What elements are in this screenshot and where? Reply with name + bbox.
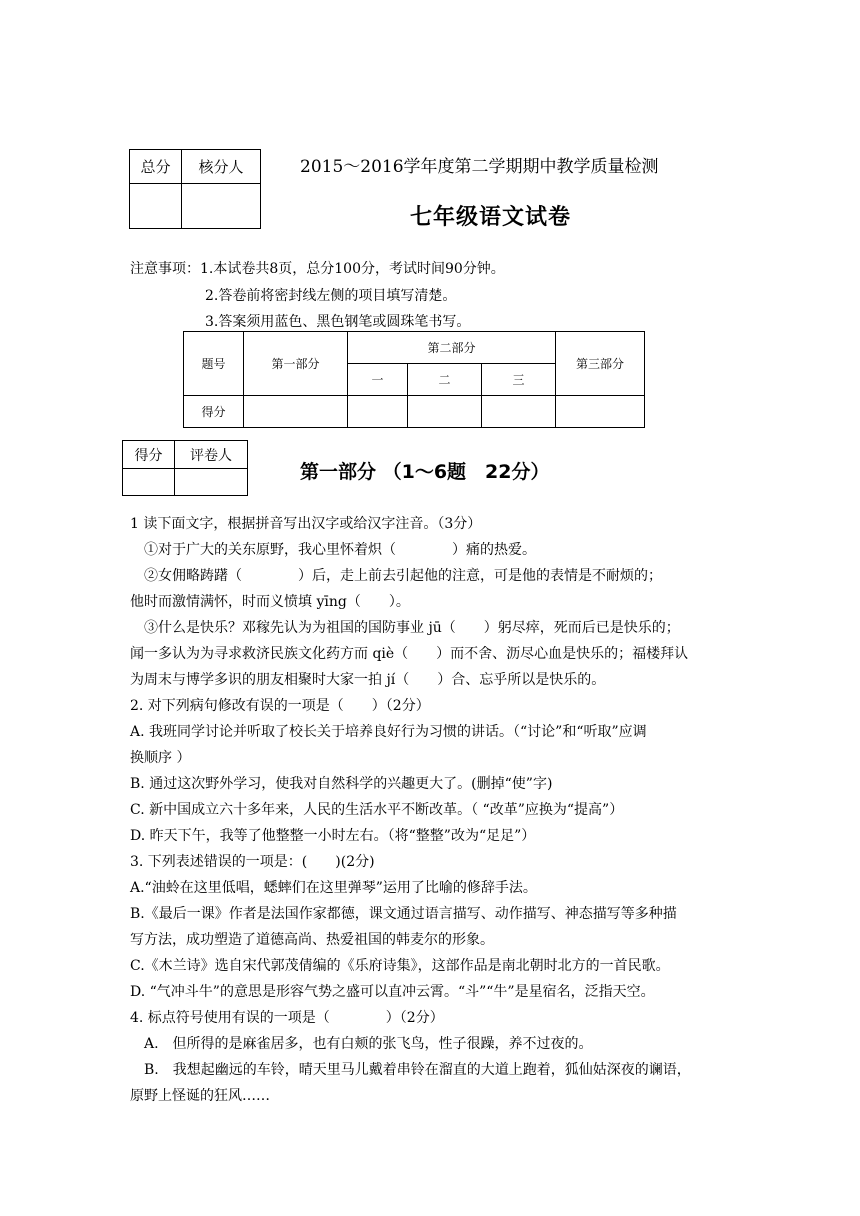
- score-cell-part2-2[interactable]: [408, 396, 482, 428]
- part2-header: 第二部分: [348, 332, 556, 364]
- question-line: 4. 标点符号使用有误的一项是（ ）（2分）: [130, 1010, 444, 1026]
- exam-subtitle: 七年级语文试卷: [410, 204, 572, 230]
- score-row-label: 得分: [184, 396, 244, 428]
- question-line: 原野上怪诞的狂风……: [130, 1088, 270, 1104]
- question-line: 为周末与博学多识的朋友相聚时大家一拍 jí（ ）合、忘乎所以是快乐的。: [130, 672, 606, 688]
- question-line: 2. 对下列病句修改有误的一项是（ ）（2分）: [130, 698, 430, 714]
- question-line: A.“油蛉在这里低唱，蟋蟀们在这里弹琴”运用了比喻的修辞手法。: [130, 880, 537, 896]
- notice-item-1: 注意事项：1.本试卷共8页，总分100分，考试时间90分钟。: [130, 261, 505, 277]
- grader-name-cell[interactable]: [175, 469, 248, 496]
- total-score-box: [129, 149, 261, 229]
- question-line: 他时而激情满怀，时而义愤填 yīng（ ）。: [130, 594, 410, 610]
- question-line: B. 我想起幽远的车铃，晴天里马儿戴着串铃在溜直的大道上跑着，狐仙姑深夜的谰语，: [130, 1062, 691, 1078]
- part2-sub1-header: 一: [348, 364, 408, 396]
- grader-score-cell[interactable]: [123, 469, 175, 496]
- question-line: B.《最后一课》作者是法国作家都德，课文通过语言描写、动作描写、神态描写等多种描: [130, 906, 677, 922]
- question-line: 3. 下列表述错误的一项是：( )(2分): [130, 854, 375, 870]
- total-score-cell[interactable]: [130, 184, 182, 229]
- part2-sub2-header: 二: [408, 364, 482, 396]
- grader-box: [122, 440, 248, 496]
- question-line: A. 我班同学讨论并听取了校长关于培养良好行为习惯的讲话。（“讨论”和“听取”应调: [130, 724, 647, 740]
- question-line: C.《木兰诗》选自宋代郭茂倩编的《乐府诗集》，这部作品是南北朝时北方的一首民歌。: [130, 958, 670, 974]
- notice-item-3: 3.答案须用蓝色、黑色钢笔或圆珠笔书写。: [205, 314, 471, 330]
- score-cell-part1[interactable]: [244, 396, 348, 428]
- question-line: 闻一多认为为寻求救济民族文化药方而 qiè（ ）而不舍、沥尽心血是快乐的；福楼拜认: [130, 646, 689, 662]
- exam-title: 2015～2016学年度第二学期期中教学质量检测: [300, 157, 659, 177]
- question-line: 1 读下面文字，根据拼音写出汉字或给汉字注音。（3分）: [130, 516, 482, 532]
- checker-cell[interactable]: [182, 184, 261, 229]
- grader-label: 评卷人: [175, 441, 248, 469]
- score-cell-part3[interactable]: [556, 396, 645, 428]
- question-line: 写方法，成功塑造了道德高尚、热爱祖国的韩麦尔的形象。: [130, 932, 494, 948]
- question-line: ③什么是快乐？邓稼先认为为祖国的国防事业 jū（ ）躬尽瘁，死而后已是快乐的；: [130, 620, 680, 636]
- question-line: ②女佣略踌躇（ ）后，走上前去引起他的注意，可是他的表情是不耐烦的；: [130, 568, 662, 584]
- part3-header: 第三部分: [556, 332, 645, 396]
- question-line: C. 新中国成立六十多年来，人民的生活水平不断改革。（ “改革”应换为“提高”）: [130, 802, 624, 818]
- question-line: ①对于广大的关东原野，我心里怀着炽（ ）痛的热爱。: [130, 542, 536, 558]
- question-no-header: 题号: [184, 332, 244, 396]
- grader-score-label: 得分: [123, 441, 175, 469]
- question-line: A. 但所得的是麻雀居多，也有白颊的张飞鸟，性子很躁，养不过夜的。: [130, 1036, 593, 1052]
- score-cell-part2-1[interactable]: [348, 396, 408, 428]
- part1-heading: 第一部分 （1～6题 22分）: [300, 461, 550, 483]
- question-line: 换顺序 ）: [130, 750, 191, 766]
- part2-sub3-header: 三: [482, 364, 556, 396]
- question-line: D. “气冲斗牛”的意思是形容气势之盛可以直冲云霄。“斗”“牛”是星宿名，泛指天空。: [130, 984, 655, 1000]
- score-table: [183, 331, 645, 428]
- notice-item-2: 2.答卷前将密封线左侧的项目填写清楚。: [205, 288, 457, 304]
- checker-label: 核分人: [182, 150, 261, 184]
- part1-header: 第一部分: [244, 332, 348, 396]
- question-line: D. 昨天下午，我等了他整整一小时左右。（将“整整”改为“足足”）: [130, 828, 536, 844]
- score-cell-part2-3[interactable]: [482, 396, 556, 428]
- question-line: B. 通过这次野外学习，使我对自然科学的兴趣更大了。(删掉“使”字): [130, 776, 553, 792]
- total-score-label: 总分: [130, 150, 182, 184]
